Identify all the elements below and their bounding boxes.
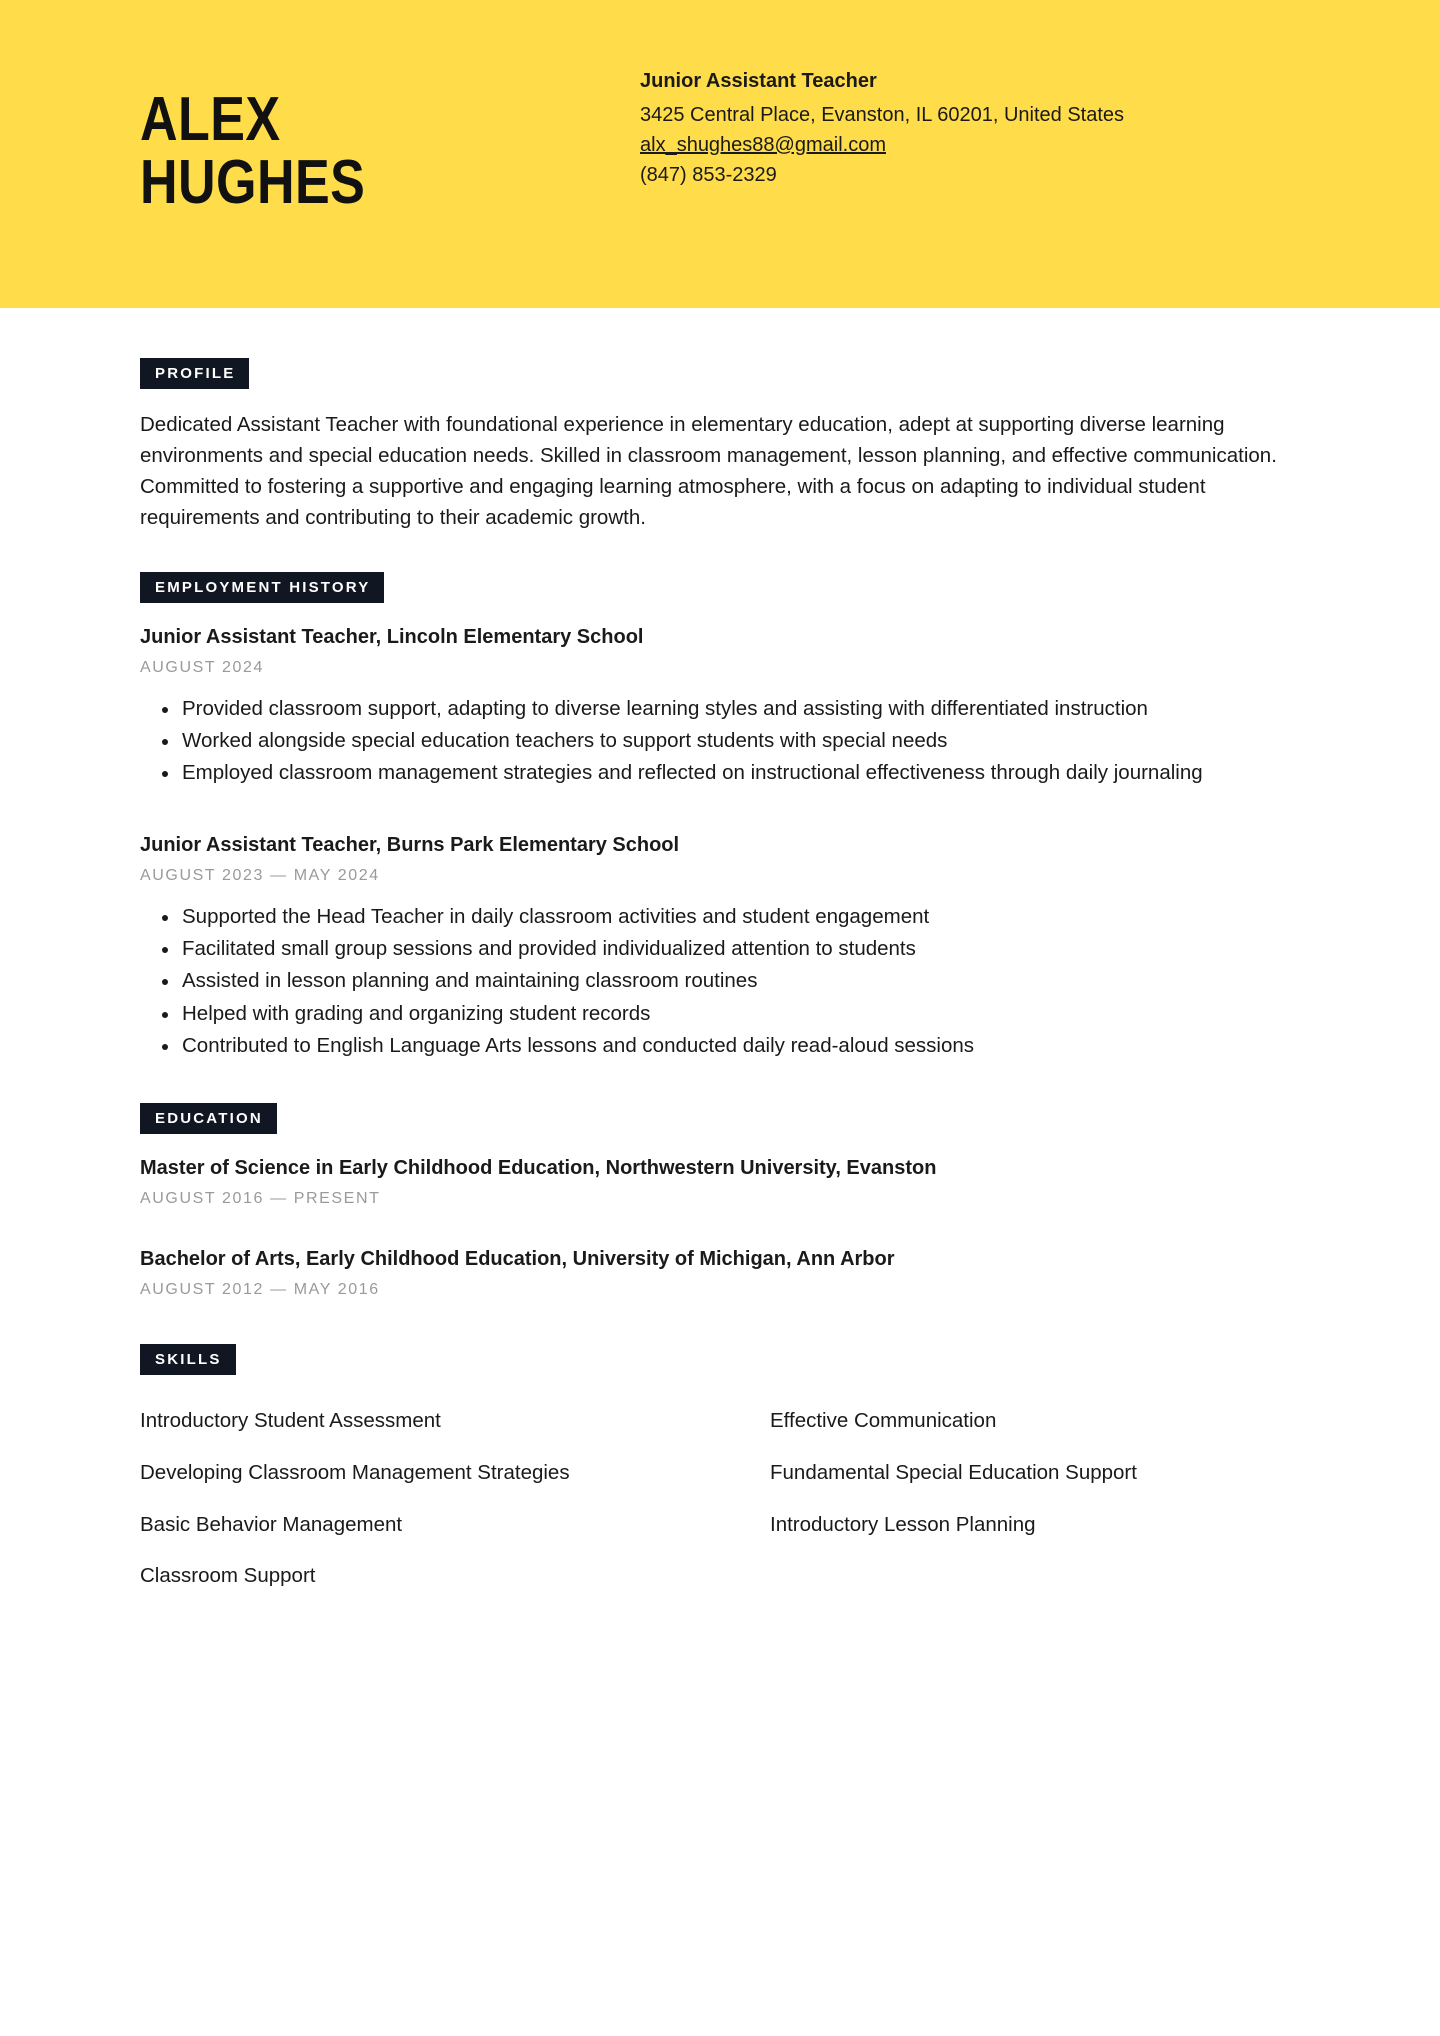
employment-entry-bullets: [140, 902, 1300, 1062]
skill-item: Introductory Student Assessment: [140, 1409, 441, 1433]
education-entry-date: AUGUST 2012 — MAY 2016: [140, 1281, 380, 1299]
spacer: [140, 1069, 1300, 1103]
section-education: [140, 1103, 1300, 1302]
skill-item: Basic Behavior Management: [140, 1512, 403, 1536]
education-section-badge: EDUCATION: [140, 1103, 277, 1134]
skills-section-badge: SKILLS: [140, 1344, 236, 1375]
list-item: Worked alongside special education teachers to support students with special needs: [140, 726, 1300, 756]
employment-section-badge: EMPLOYMENT HISTORY: [140, 572, 384, 603]
skill-item: Introductory Lesson Planning: [770, 1512, 1036, 1536]
education-entry-title: Bachelor of Arts, Early Childhood Education, University of Michigan, Ann Arbor: [140, 1248, 895, 1271]
section-employment-history: [140, 572, 1300, 1062]
header-job-title: Junior Assistant Teacher: [640, 70, 877, 92]
section-profile: [140, 358, 1300, 534]
employment-entry-title: Junior Assistant Teacher, Burns Park Elementary School: [140, 833, 680, 856]
employment-entry-date: AUGUST 2024: [140, 658, 265, 676]
list-item: Assisted in lesson planning and maintaining classroom routines: [140, 966, 1300, 996]
education-entry-title: Master of Science in Early Childhood Education, Northwestern University, Evanston: [140, 1157, 937, 1180]
employment-entry-bullets: [140, 694, 1300, 789]
last-name: HUGHES: [140, 148, 366, 218]
profile-section-badge: PROFILE: [140, 358, 249, 389]
list-item: Contributed to English Language Arts lessons and conducted daily read-aloud sessions: [140, 1031, 1300, 1061]
employment-entry-date: AUGUST 2023 — MAY 2024: [140, 866, 380, 884]
education-entry: [140, 1154, 1300, 1211]
employment-entry: [140, 831, 1300, 1062]
education-entry: [140, 1245, 1300, 1302]
section-skills: [140, 1344, 1300, 1602]
contact-phone: (847) 853-2329: [640, 164, 777, 186]
contact-email-link[interactable]: alx_shughes88@gmail.com: [640, 134, 886, 156]
contact-address: 3425 Central Place, Evanston, IL 60201, United States: [640, 104, 1125, 126]
skills-left-column: [140, 1395, 670, 1602]
skill-item: Classroom Support: [140, 1564, 316, 1588]
contact-block: [640, 58, 1200, 190]
spacer: [140, 797, 1300, 831]
skills-right-column: [770, 1395, 1300, 1602]
list-item: Employed classroom management strategies and reflected on instructional effectiveness through daily journaling: [140, 758, 1300, 788]
profile-text: Dedicated Assistant Teacher with foundational experience in elementary education, adept at supporting diverse learning environments and special education needs. Skilled in classroom management, lesson planning, and effective communication. Committed to fostering a supportive and engaging learning atmosphere, with a focus on adapting to individual student requirements and contributing to their academic growth.: [140, 413, 1277, 530]
spacer: [140, 1310, 1300, 1344]
resume-body: [0, 308, 1440, 1602]
name-block: [0, 58, 640, 218]
skill-item: Developing Classroom Management Strategies: [140, 1460, 570, 1484]
list-item: Supported the Head Teacher in daily classroom activities and student engagement: [140, 902, 1300, 932]
education-entry-date: AUGUST 2016 — PRESENT: [140, 1190, 381, 1208]
skills-grid: [140, 1395, 1300, 1602]
list-item: Facilitated small group sessions and provided individualized attention to students: [140, 934, 1300, 964]
skill-item: Effective Communication: [770, 1409, 997, 1433]
employment-entry-title: Junior Assistant Teacher, Lincoln Elementary School: [140, 625, 644, 648]
list-item: Helped with grading and organizing student records: [140, 999, 1300, 1029]
employment-entry: [140, 623, 1300, 789]
resume-header: [0, 0, 1440, 308]
spacer: [140, 1219, 1300, 1245]
list-item: Provided classroom support, adapting to diverse learning styles and assisting with differentiated instruction: [140, 694, 1300, 724]
skill-item: Fundamental Special Education Support: [770, 1460, 1137, 1484]
first-name: ALEX: [140, 85, 281, 154]
